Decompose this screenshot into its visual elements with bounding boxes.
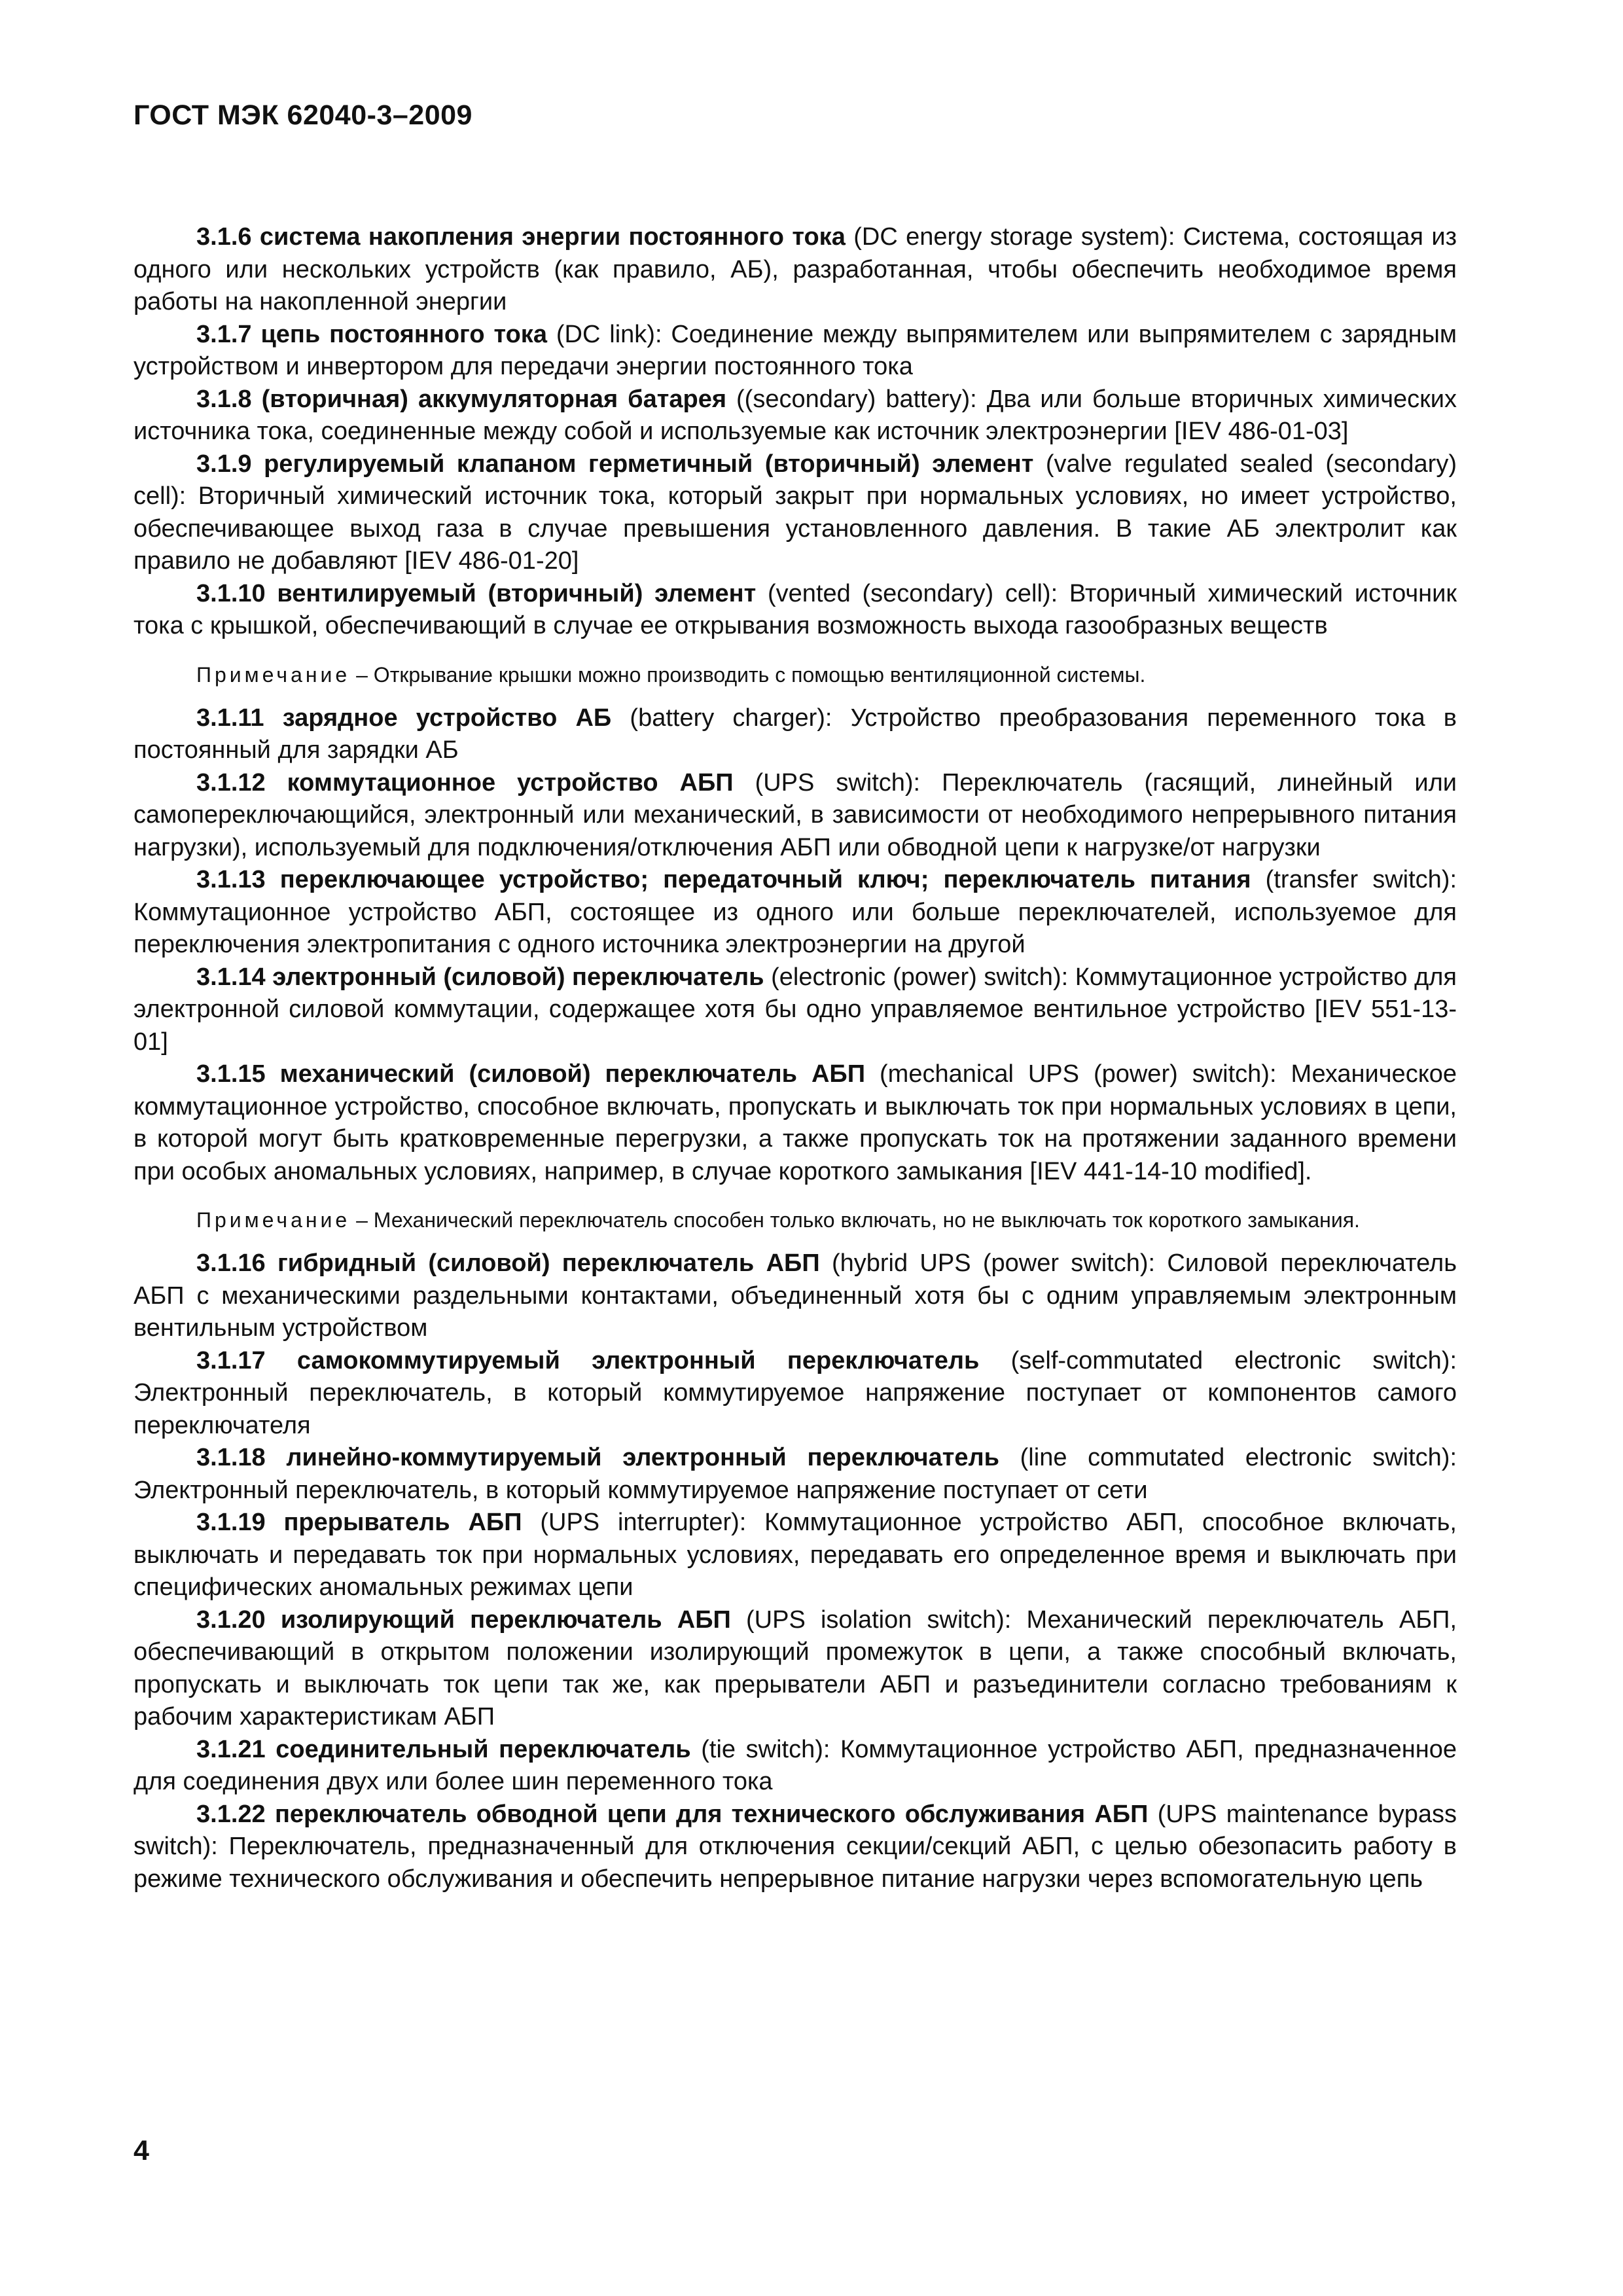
definition-entry: [134, 1442, 1457, 1507]
entry-definition: (electronic (power) switch): Коммутационное устройство для электронной силовой коммутации, содержащее хотя бы одно управляемое вентильное устройство [IEV 551-13-01]: [134, 963, 1457, 1056]
note-label: Примечание: [196, 662, 351, 687]
definition-entry: [134, 864, 1457, 961]
page-number: 4: [134, 2135, 149, 2166]
definition-entry: [134, 961, 1457, 1059]
definition-entry: [134, 1734, 1457, 1799]
entry-term: линейно-коммутируемый электронный переключатель: [286, 1444, 999, 1471]
entry-definition: (tie switch): Коммутационное устройство АБП, предназначенное для соединения двух или более шин переменного тока: [134, 1735, 1457, 1795]
entry-term: соединительный переключатель: [276, 1735, 691, 1763]
entry-definition: (valve regulated sealed (secondary) cell): Вторичный химический источник тока, который закрыт при нормальных условиях, но имеет устройство, обеспечивающее выход газа в случае превышения установленного давления. В такие АБ электролит как правило не добавляют [IEV 486-01-20]: [134, 450, 1457, 575]
note-text: – Открывание крышки можно производить с помощью вентиляционной системы.: [350, 662, 1146, 687]
entry-term: коммутационное устройство АБП: [287, 768, 734, 797]
entry-definition: (transfer switch): Коммутационное устройство АБП, состоящее из одного или больше переключателей, используемое для переключения электропитания с одного источника электроэнергии на другой: [134, 866, 1457, 958]
entry-definition: (UPS maintenance bypass switch): Переключатель, предназначенный для отключения секции/секций АБП, с целью обезопасить работу в режиме технического обслуживания и обеспечить непрерывное питание нагрузки через вспомогательную цепь: [134, 1800, 1457, 1893]
entry-definition: (battery charger): Устройство преобразования переменного тока в постоянный для зарядки АБ: [134, 704, 1457, 764]
entry-term: переключатель обводной цепи для технического обслуживания АБП: [274, 1800, 1149, 1828]
definition-entry: [134, 384, 1457, 448]
entry-definition: (mechanical UPS (power) switch): Механическое коммутационное устройство, способное включать, пропускать и выключать ток при нормальных условиях в цепи, в которой могут быть кратковременные перегрузки, а также пропускать ток на протяжении заданного времени при особых аномальных условиях, например, в случае короткого замыкания [IEV 441-14-10 modified].: [134, 1060, 1457, 1185]
entry-term: вентилируемый (вторичный) элемент: [277, 579, 757, 607]
note: [134, 1206, 1457, 1234]
entry-definition: (UPS isolation switch): Механический переключатель АБП, обеспечивающий в открытом положении изолирующий промежуток в цепи, а также способный включать, пропускать и выключать ток цепи так же, как прерыватели АБП и разъединители согласно требованиям к рабочим характеристикам АБП: [134, 1605, 1457, 1731]
entry-term: зарядное устройство АБ: [282, 704, 612, 732]
entry-number: 3.1.16: [196, 1249, 266, 1277]
entry-term: механический (силовой) переключатель АБП: [279, 1060, 866, 1088]
definition-entry: [134, 221, 1457, 319]
entry-definition: (UPS switch): Переключатель (гасящий, линейный или самопереключающийся, электронный или механический, в зависимости от необходимого непрерывного питания нагрузки), используемый для подключения/отключения АБП или обводной цепи к нагрузке/от нагрузки: [134, 768, 1457, 861]
definition-entry: [134, 1345, 1457, 1443]
entry-definition: (DC link): Соединение между выпрямителем или выпрямителем с зарядным устройством и инвертором для передачи энергии постоянного тока: [134, 320, 1457, 380]
entry-term: (вторичная) аккумуляторная батарея: [261, 385, 726, 413]
entry-term: гибридный (силовой) переключатель АБП: [277, 1249, 820, 1277]
entry-number: 3.1.12: [196, 768, 266, 797]
entry-number: 3.1.8: [196, 385, 252, 413]
entry-number: 3.1.9: [196, 450, 252, 478]
definition-entry: [134, 1247, 1457, 1345]
definition-entry: [134, 319, 1457, 384]
entry-number: 3.1.18: [196, 1444, 266, 1471]
note: [134, 661, 1457, 689]
entry-term: переключающее устройство; передаточный ключ; переключатель питания: [279, 866, 1251, 893]
definition-entry: [134, 1058, 1457, 1188]
entry-definition: (self-commutated electronic switch): Электронный переключатель, в который коммутируемое напряжение поступает от компонентов самого переключателя: [134, 1346, 1457, 1439]
definition-entry: [134, 1507, 1457, 1604]
entry-term: цепь постоянного тока: [260, 320, 547, 348]
entry-number: 3.1.20: [196, 1605, 266, 1634]
definition-entry: [134, 1604, 1457, 1734]
standard-header: ГОСТ МЭК 62040-3–2009: [134, 99, 473, 131]
entry-term: самокоммутируемый электронный переключатель: [296, 1346, 980, 1374]
entry-number: 3.1.14: [196, 963, 266, 991]
entry-term: прерыватель АБП: [283, 1509, 522, 1536]
entry-definition: (DC energy storage system): Система, состоящая из одного или нескольких устройств (как правило, АБ), разработанная, чтобы обеспечить необходимое время работы на накопленной энергии: [134, 223, 1457, 315]
entry-term: регулируемый клапаном герметичный (вторичный) элемент: [264, 450, 1034, 478]
entry-number: 3.1.7: [196, 320, 252, 348]
definition-entry: [134, 1799, 1457, 1896]
entry-number: 3.1.21: [196, 1735, 266, 1763]
entry-definition: (hybrid UPS (power switch): Силовой переключатель АБП с механическими раздельными контактами, объединенный хотя бы с одним управляемым электронным вентильным устройством: [134, 1249, 1457, 1342]
entry-number: 3.1.15: [196, 1060, 266, 1088]
entry-number: 3.1.6: [196, 223, 252, 251]
entry-number: 3.1.19: [196, 1509, 266, 1536]
entry-definition: (line commutated electronic switch): Электронный переключатель, в который коммутируемое напряжение поступает от сети: [134, 1444, 1457, 1504]
note-text: – Механический переключатель способен только включать, но не выключать ток короткого замыкания.: [350, 1208, 1360, 1232]
entry-definition: (vented (secondary) cell): Вторичный химический источник тока с крышкой, обеспечивающий в случае ее открывания возможность выхода газообразных веществ: [134, 579, 1457, 639]
definition-entry: [134, 448, 1457, 578]
definition-entry: [134, 767, 1457, 865]
entry-number: 3.1.13: [196, 866, 266, 893]
entry-number: 3.1.11: [196, 704, 264, 732]
entry-number: 3.1.22: [196, 1800, 266, 1828]
definitions-body: [134, 221, 1457, 1895]
entry-term: электронный (силовой) переключатель: [272, 963, 764, 991]
note-label: Примечание: [196, 1208, 351, 1232]
entry-definition: ((secondary) battery): Два или больше вторичных химических источника тока, соединенные между собой и используемые как источник электроэнергии [IEV 486-01-03]: [134, 385, 1457, 445]
entry-number: 3.1.10: [196, 579, 266, 607]
definition-entry: [134, 702, 1457, 767]
entry-definition: (UPS interrupter): Коммутационное устройство АБП, способное включать, выключать и передавать ток при нормальных условиях, передавать его определенное время и выключать при специфических аномальных режимах цепи: [134, 1509, 1457, 1601]
entry-term: изолирующий переключатель АБП: [280, 1605, 731, 1634]
definition-entry: [134, 578, 1457, 643]
entry-number: 3.1.17: [196, 1346, 266, 1374]
entry-term: система накопления энергии постоянного тока: [259, 223, 846, 251]
